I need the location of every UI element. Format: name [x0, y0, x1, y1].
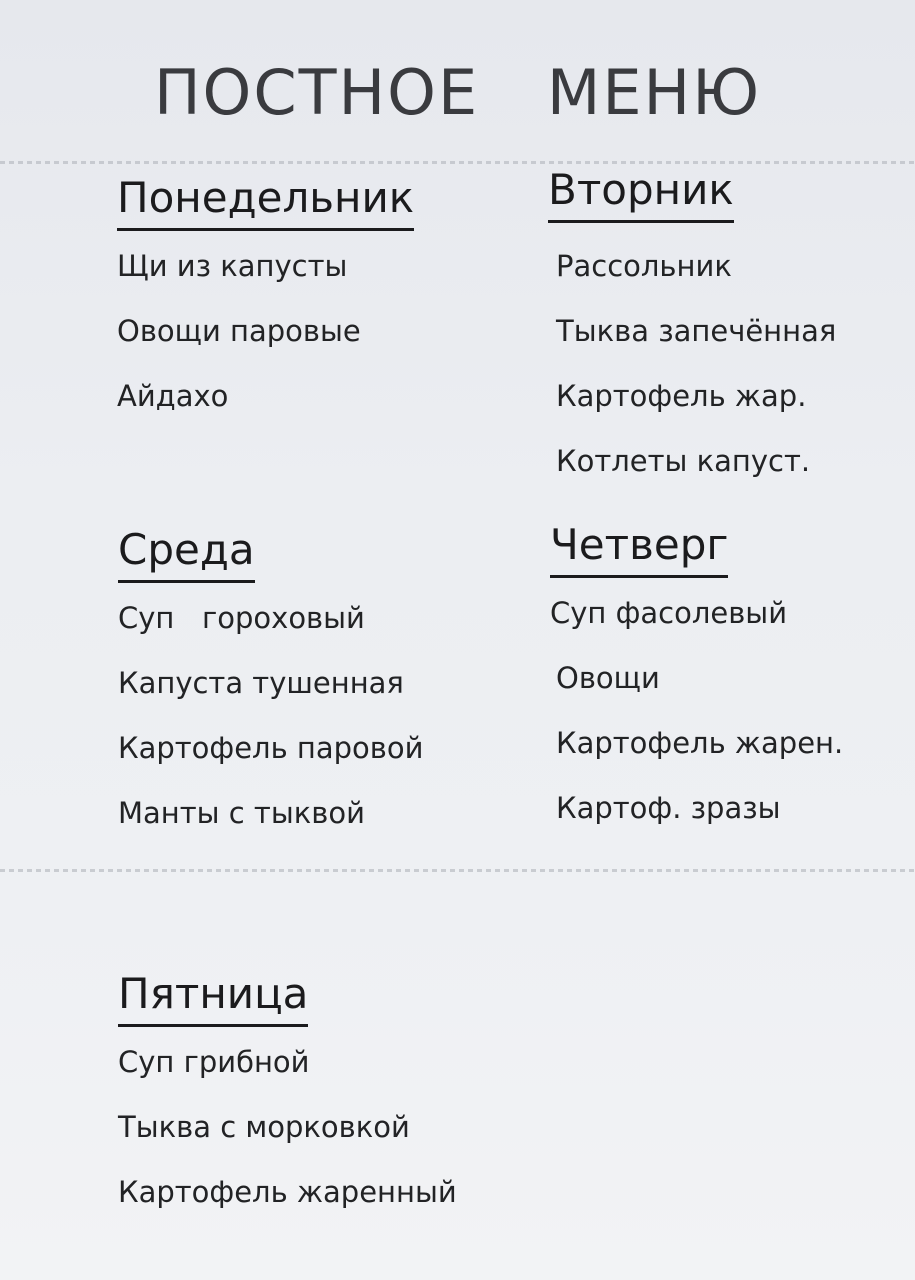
dish-item: Картофель паровой	[118, 731, 424, 765]
dish-item: Тыква с морковкой	[118, 1110, 410, 1144]
day-monday	[117, 174, 414, 444]
dish-item: Овощи паровые	[117, 314, 361, 348]
dish-item: Котлеты капуст.	[556, 444, 811, 478]
day-wednesday	[118, 526, 423, 861]
dish-item: Картофель жар.	[556, 379, 807, 413]
dish-list	[118, 601, 423, 830]
dish-list	[117, 249, 414, 413]
day-heading: Пятница	[118, 970, 308, 1027]
dish-item: Картофель жаренный	[118, 1175, 457, 1209]
dish-list	[118, 1045, 457, 1209]
day-heading: Вторник	[548, 166, 734, 223]
dish-item: Айдахо	[117, 379, 229, 413]
day-heading: Понедельник	[117, 174, 414, 231]
day-tuesday	[548, 166, 836, 509]
dish-list	[548, 249, 836, 478]
dish-item: Картоф. зразы	[556, 791, 781, 825]
page-title: ПОСТНОЕ МЕНЮ	[153, 56, 762, 129]
dish-item: Капуста тушенная	[118, 666, 404, 700]
dish-item: Рассольник	[556, 249, 732, 283]
dish-list	[550, 596, 843, 825]
dish-item: Овощи	[556, 661, 660, 695]
day-heading: Среда	[118, 526, 255, 583]
dish-item: Суп гороховый	[118, 601, 365, 635]
dish-item: Щи из капусты	[117, 249, 348, 283]
dish-item: Тыква запечённая	[556, 314, 837, 348]
day-heading: Четверг	[550, 521, 728, 578]
dish-item: Манты с тыквой	[118, 796, 365, 830]
dish-item: Картофель жарен.	[556, 726, 844, 760]
day-thursday	[550, 521, 843, 856]
day-friday	[118, 970, 457, 1240]
paper-fold-line	[0, 161, 915, 164]
dish-item: Суп фасолевый	[550, 596, 788, 630]
dish-item: Суп грибной	[118, 1045, 310, 1079]
paper-fold-line	[0, 869, 915, 872]
